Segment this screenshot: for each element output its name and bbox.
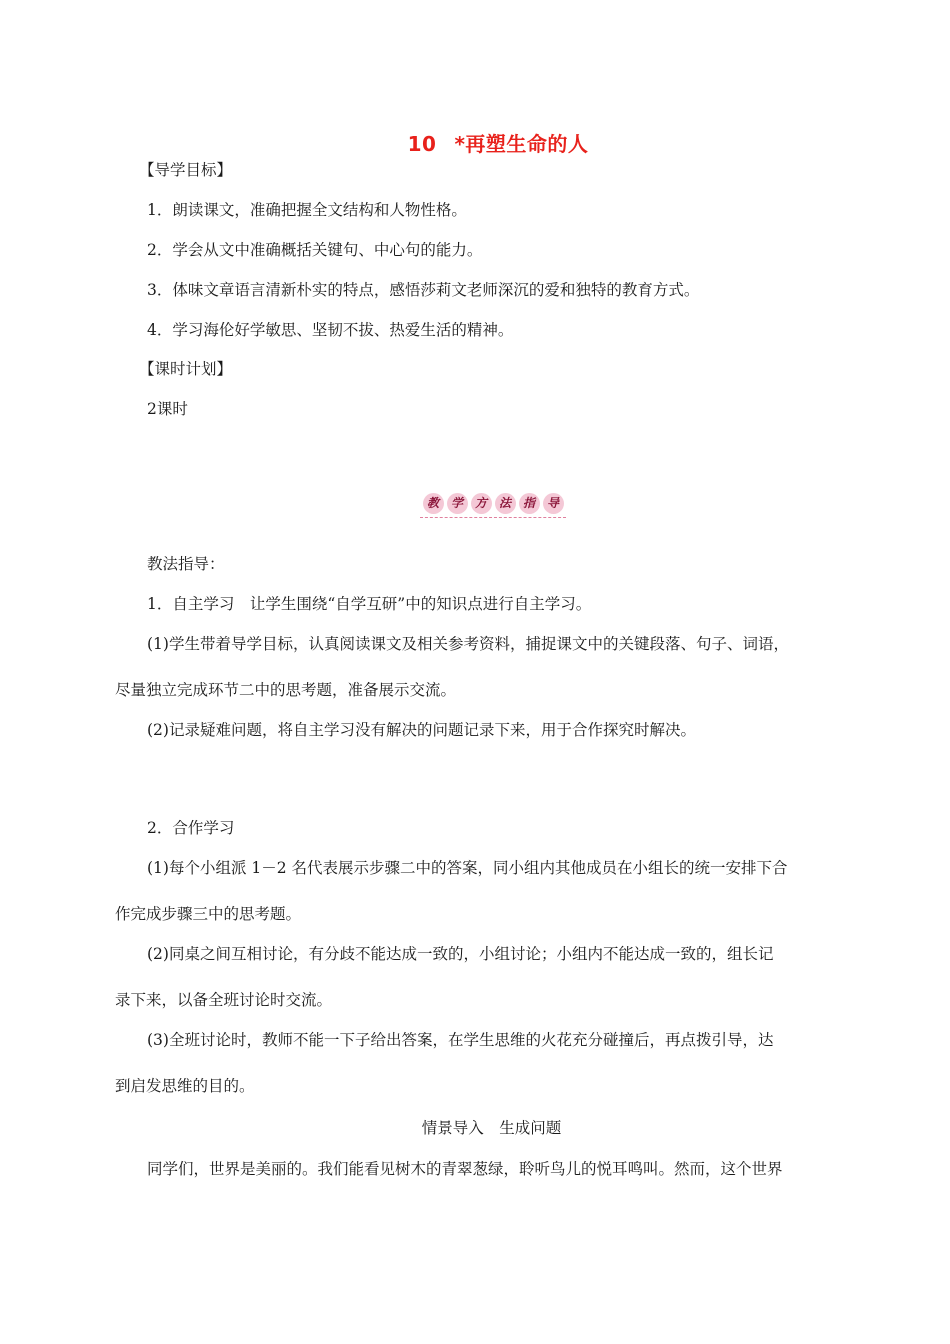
lesson-number: 10: [407, 132, 437, 156]
coop-para-2: (2)同桌之间互相讨论，有分歧不能达成一致的，小组讨论；小组内不能达成一致的，组长记: [147, 945, 774, 963]
coop-para-3: (3)全班讨论时，教师不能一下子给出答案，在学生思维的火花充分碰撞后，再点拨引导，达: [147, 1031, 774, 1049]
self-study-para-2: (2)记录疑难问题，将自主学习没有解决的问题记录下来，用于合作探究时解决。: [147, 721, 696, 739]
goal-item: 4．学习海伦好学敏思、坚韧不拔、热爱生活的精神。: [147, 321, 514, 339]
method-guide-badge: [420, 490, 566, 522]
plan-heading: 【课时计划】: [139, 360, 233, 378]
self-study-para-1-cont: 尽量独立完成环节二中的思考题，准备展示交流。: [115, 681, 457, 699]
badge-char: 教: [423, 493, 444, 514]
guide-heading: 教法指导：: [147, 555, 225, 573]
plan-value: 2课时: [147, 400, 188, 418]
self-study-para-1: (1)学生带着导学目标，认真阅读课文及相关参考资料，捕捉课文中的关键段落、句子、词语，: [147, 635, 789, 653]
goal-item: 1．朗读课文，准确把握全文结构和人物性格。: [147, 201, 467, 219]
coop-para-1: (1)每个小组派 1－2 名代表展示步骤二中的答案，同小组内其他成员在小组长的统一安排下合: [147, 859, 788, 877]
badge-char: 法: [495, 493, 516, 514]
coop-para-3-cont: 到启发思维的目的。: [115, 1077, 255, 1095]
badge-char: 指: [519, 493, 540, 514]
self-study-title: 1．自主学习 让学生围绕“自学互研”中的知识点进行自主学习。: [147, 595, 592, 613]
goals-heading: 【导学目标】: [139, 161, 233, 179]
badge-char: 导: [543, 493, 564, 514]
lesson-title-text: *再塑生命的人: [454, 132, 589, 156]
badge-dashed-underline: [420, 517, 566, 518]
goal-item: 2．学会从文中准确概括关键句、中心句的能力。: [147, 241, 483, 259]
goal-item: 3．体味文章语言清新朴实的特点，感悟莎莉文老师深沉的爱和独特的教育方式。: [147, 281, 700, 299]
coop-title: 2．合作学习: [147, 819, 235, 837]
badge-char: 学: [447, 493, 468, 514]
badge-char: 方: [471, 493, 492, 514]
intro-heading: 情景导入 生成问题: [421, 1119, 562, 1137]
lesson-title: [0, 128, 950, 157]
coop-para-1-cont: 作完成步骤三中的思考题。: [115, 905, 302, 923]
coop-para-2-cont: 录下来，以备全班讨论时交流。: [115, 991, 333, 1009]
intro-text: 同学们，世界是美丽的。我们能看见树木的青翠葱绿，聆听鸟儿的悦耳鸣叫。然而，这个世界: [147, 1160, 783, 1178]
